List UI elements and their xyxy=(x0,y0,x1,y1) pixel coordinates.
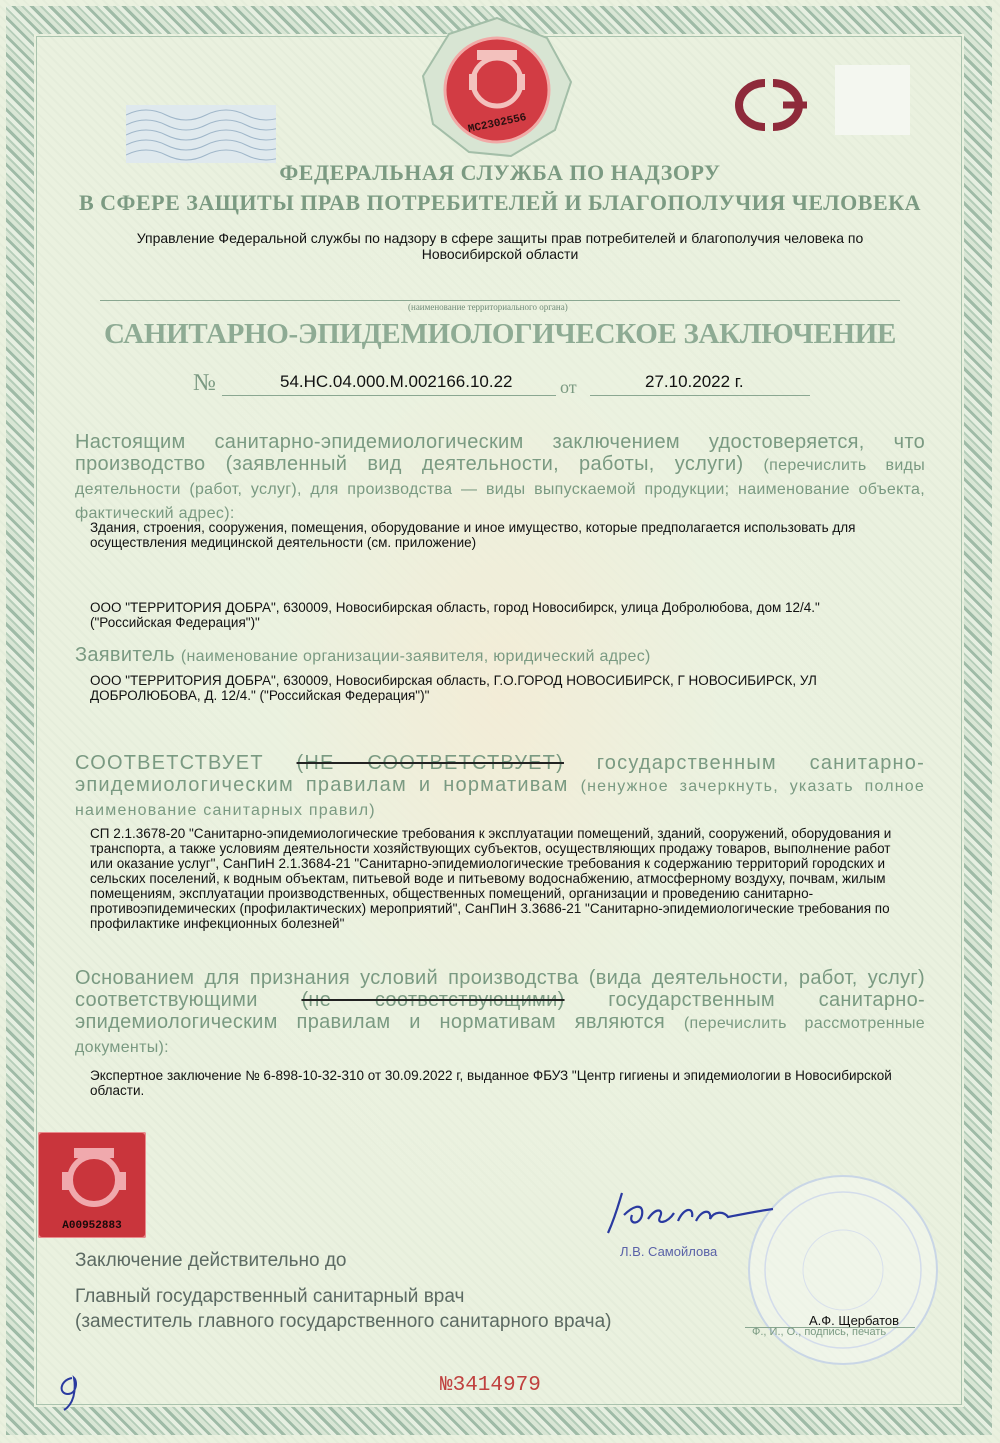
blank-corner-patch xyxy=(835,65,910,135)
signature-caption: Ф., И., О., подпись, печать xyxy=(752,1326,887,1338)
certifies-lead xyxy=(75,431,925,525)
conformity-hint: (ненужное зачеркнуть, указать полное наименование санитарных правил) xyxy=(75,778,925,819)
hologram-top-code: MC2302556 xyxy=(467,111,528,137)
applicant-details: ООО "ТЕРРИТОРИЯ ДОБРА", 630009, Новосибирская область, Г.О.ГОРОД НОВОСИБИРСК, Г НОВОСИБИРСК, УЛ ДОБРОЛЮБОВА, Д. 12/4." ("Российская Федерация")" xyxy=(90,673,817,703)
not-complies-label: (НЕ СООТВЕТСТВУЕТ) xyxy=(296,752,564,774)
certifies-lead-main: Настоящим санитарно-эпидемиологическим заключением удостоверяется, что производство (заявленный вид деятельности, работы, услуги) xyxy=(75,431,925,475)
conformity-lead xyxy=(75,752,925,822)
department-underline xyxy=(100,300,900,301)
basis-hint: (перечислить рассмотренные документы): xyxy=(75,1015,925,1056)
date-from-label: от xyxy=(560,377,577,397)
certificate-date: 27.10.2022 г. xyxy=(645,372,744,391)
applicant-hint: (наименование организации-заявителя, юридический адрес) xyxy=(180,648,651,665)
sanitary-rules: СП 2.1.3678-20 "Санитарно-эпидемиологические требования к эксплуатации помещений, зданий, сооружений, оборудования и транспорта, а также условиям деятельности хозяйствующих субъектов, осуществляющих продажу товаров, выполнение работ или оказание услуг", СанПиН 2.1.3684-21 "Санитарно-эпидемиологические требования к содержанию территорий городских и сельских поселений, к водным объектам, питьевой воде и питьевому водоснабжению, атмосферному воздуху, почвам, жилым помещениям, эксплуатации производственных, общественных помещений, организации и проведению санитарно-противоэпидемических (профилактических) мероприятий", СанПиН 3.3686-21 "Санитарно-эпидемиологические требования по профилактике инфекционных болезней" xyxy=(90,826,892,931)
chief-doctor-name: А.Ф. Щербатов xyxy=(809,1313,900,1328)
department-caption: (наименование территориального органа) xyxy=(408,302,568,312)
complies-label: СООТВЕТСТВУЕТ xyxy=(75,752,264,774)
agency-title-line2: В СФЕРЕ ЗАЩИТЫ ПРАВ ПОТРЕБИТЕЛЕЙ И БЛАГОПОЛУЧИЯ ЧЕЛОВЕКА xyxy=(79,190,921,215)
form-serial-number: №3414979 xyxy=(440,1374,541,1397)
chief-doctor-title: Главный государственный санитарный врач xyxy=(75,1286,465,1307)
agency-title-line1: ФЕДЕРАЛЬНАЯ СЛУЖБА ПО НАДЗОРУ xyxy=(279,160,721,185)
conformity-rest: государственным санитарно-эпидемиологическим правилам и нормативам xyxy=(75,752,925,796)
applicant-label: Заявитель xyxy=(75,644,176,666)
object-address: ООО "ТЕРРИТОРИЯ ДОБРА", 630009, Новосибирская область, город Новосибирск, улица Добролюбова, дом 12/4." ("Российская Федерация")" xyxy=(90,600,820,630)
security-pattern-block xyxy=(126,105,276,163)
date-underline xyxy=(590,395,810,396)
applicant-lead xyxy=(75,644,925,668)
stamp-signer-name: Л.В. Самойлова xyxy=(620,1244,718,1259)
basis-lead-a: Основанием для признания условий производства (вида деятельности, работ, услуг) соответствующими xyxy=(75,967,925,1011)
number-underline xyxy=(222,395,556,396)
department-name: Управление Федеральной службы по надзору в сфере защиты прав потребителей и благополучия человека по Новосибирской области xyxy=(136,230,864,262)
activity-description: Здания, строения, сооружения, помещения, оборудование и иное имущество, которые предполагается использовать для осуществления медицинской деятельности (см. приложение) xyxy=(90,520,856,550)
hologram-sticker-bottom xyxy=(38,1132,146,1238)
number-sign: № xyxy=(193,370,216,396)
basis-lead-b: государственным санитарно-эпидемиологическим правилам и нормативам являются xyxy=(75,989,926,1033)
basis-struck: (не соответствующими) xyxy=(301,989,565,1011)
expert-conclusion: Экспертное заключение № 6-898-10-32-310 от 30.09.2022 г, выданное ФБУЗ "Центр гигиены и эпидемиологии в Новосибирской области. xyxy=(90,1068,892,1098)
document-title: САНИТАРНО-ЭПИДЕМИОЛОГИЧЕСКОЕ ЗАКЛЮЧЕНИЕ xyxy=(103,318,897,350)
basis-lead xyxy=(75,967,925,1059)
hologram-bottom-code: A00952883 xyxy=(62,1220,122,1232)
signature xyxy=(598,1185,783,1245)
valid-until-label: Заключение действительно до xyxy=(75,1250,347,1271)
chief-doctor-deputy: (заместитель главного государственного санитарного врача) xyxy=(75,1311,612,1332)
handwritten-mark xyxy=(50,1370,90,1415)
certifies-lead-hint: (перечислить виды деятельности (работ, услуг), для производства — виды выпускаемой продукции; наименование объекта, фактический адрес): xyxy=(75,457,925,522)
hologram-emblem-top xyxy=(415,12,580,162)
certification-logo xyxy=(725,75,820,135)
certificate-number: 54.НС.04.000.М.002166.10.22 xyxy=(280,372,513,391)
